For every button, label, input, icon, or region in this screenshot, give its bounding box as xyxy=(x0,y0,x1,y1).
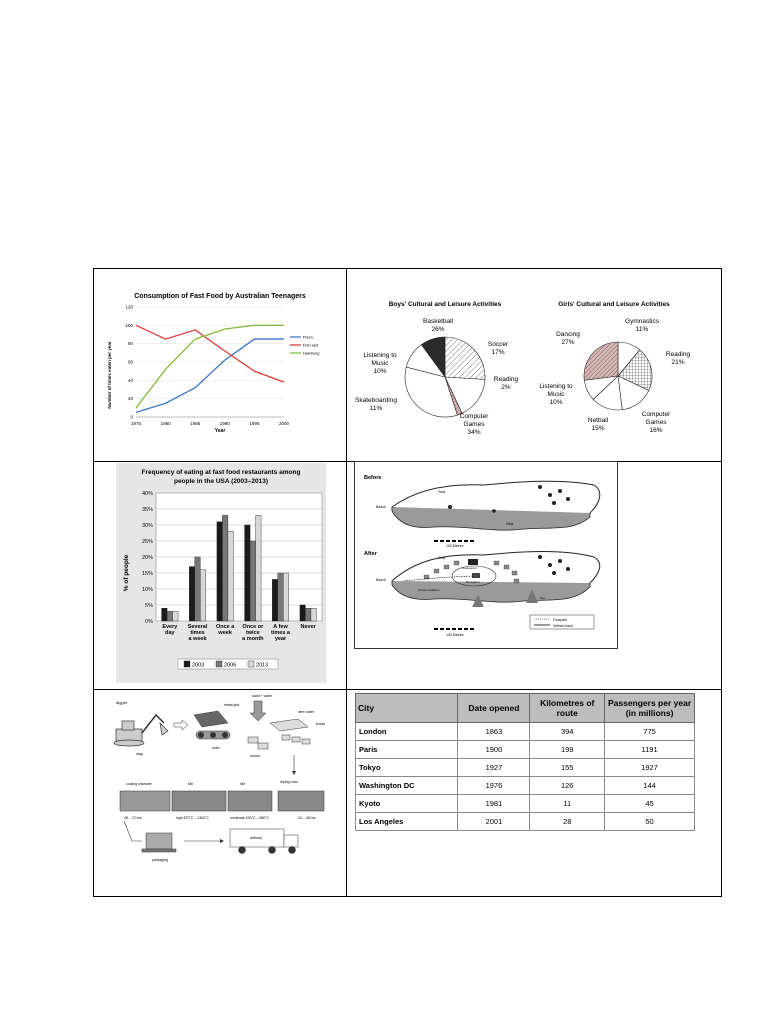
legend-swatch xyxy=(248,661,254,667)
table-cell: 394 xyxy=(530,723,605,741)
line-chart xyxy=(98,285,342,457)
process-label: metal grid xyxy=(224,703,240,707)
digger-icon xyxy=(114,715,168,746)
map-beach-label: Beach xyxy=(376,578,386,582)
table-cell: 199 xyxy=(530,741,605,759)
legend-label: Fish and xyxy=(303,342,319,348)
brick-process-panel xyxy=(102,693,342,868)
table-header-row xyxy=(356,694,695,723)
table-header: Date opened xyxy=(458,694,530,723)
pie-slice-5 xyxy=(584,342,618,380)
x-tick-label: 1995 xyxy=(249,421,260,426)
bar-2003-1 xyxy=(189,567,195,621)
pie-label: 15% xyxy=(591,425,605,432)
y-tick-label: 0% xyxy=(145,619,153,625)
y-tick-label: 20 xyxy=(127,396,133,402)
table-cell: 11 xyxy=(530,795,605,813)
x-tick-label: 1990 xyxy=(219,421,230,426)
table-cell: Washington DC xyxy=(356,777,458,795)
legend-label: 2013 xyxy=(256,662,269,669)
bar-2003-3 xyxy=(245,525,251,621)
pie-label: 11% xyxy=(635,326,649,333)
map-after-label: After xyxy=(364,551,377,557)
category-label: Several times a week xyxy=(187,624,208,642)
process-label: kiln xyxy=(188,782,194,786)
pie-label: 17% xyxy=(491,349,505,356)
map-legend-label: Vehicle track xyxy=(553,624,573,628)
pie-charts-panel xyxy=(350,294,718,456)
pie-label: 2% xyxy=(501,384,511,391)
process-label: delivery xyxy=(250,836,263,840)
pie-label: Netball xyxy=(587,417,609,424)
bar-2003-0 xyxy=(162,608,168,621)
restaurant-building xyxy=(468,559,478,565)
bar-chart xyxy=(116,463,326,683)
table-cell: 126 xyxy=(530,777,605,795)
table-header: Passengers per year (in millions) xyxy=(605,694,695,723)
girls-pie-title: Girls' Cultural and Leisure Activities xyxy=(558,301,670,308)
kiln-row xyxy=(120,791,324,811)
legend-swatch xyxy=(216,661,222,667)
grid-divider xyxy=(94,689,721,690)
table-header: Kilometres of route xyxy=(530,694,605,723)
table-cell: 2001 xyxy=(458,813,530,831)
map-before-label: Before xyxy=(364,475,382,481)
y-tick-label: 5% xyxy=(145,603,153,609)
map-beach-label: Beach xyxy=(376,505,386,509)
table-row xyxy=(356,723,695,741)
table-cell: 1863 xyxy=(458,723,530,741)
legend-label: 2003 xyxy=(192,662,205,669)
map-reception-label: Reception xyxy=(466,580,480,584)
map-legend-label: Footpath xyxy=(553,618,567,622)
table-cell: 1927 xyxy=(458,759,530,777)
map-scale-label: 100 Metres xyxy=(446,544,464,548)
map-scale-label: 100 Metres xyxy=(446,633,464,637)
x-tick-label: 1975 xyxy=(130,421,142,426)
bar-chart-title: Frequency of eating at fast food restaurants among xyxy=(141,469,301,476)
bar-2013-1 xyxy=(200,570,206,621)
table-cell: 50 xyxy=(605,813,695,831)
grid-divider xyxy=(346,269,347,896)
legend-label: Hamburg xyxy=(303,350,320,356)
table-row xyxy=(356,813,695,831)
y-tick-label: 30% xyxy=(141,523,153,529)
pie-slice-0 xyxy=(445,337,485,380)
table-cell: Los Angeles xyxy=(356,813,458,831)
figure-grid xyxy=(93,268,722,897)
pie-label: Listening to xyxy=(539,383,573,390)
bar-2006-5 xyxy=(305,608,311,621)
pie-label: Soccer xyxy=(487,341,509,348)
line-chart-xlabel: Year xyxy=(214,428,226,434)
x-tick-label: 1985 xyxy=(190,421,201,426)
pie-label: 27% xyxy=(561,339,575,346)
table-cell: 1981 xyxy=(458,795,530,813)
bar-2013-3 xyxy=(256,515,261,621)
table-cell: London xyxy=(356,723,458,741)
y-tick-label: 15% xyxy=(141,571,153,577)
category-label: Never xyxy=(300,624,316,630)
y-tick-label: 80 xyxy=(127,341,133,347)
bar-2013-2 xyxy=(228,531,234,621)
pie-label: Skateboarding xyxy=(355,397,397,404)
pie-label: Games xyxy=(463,421,485,428)
bar-2006-1 xyxy=(195,557,201,621)
map-pier-label: Pier xyxy=(540,596,546,600)
pie-label: Games xyxy=(645,419,667,426)
process-label: high 870°C – 1300°C xyxy=(176,816,209,820)
table-row xyxy=(356,741,695,759)
category-label: Once or twice a month xyxy=(242,624,264,642)
pie-label: Computer xyxy=(459,413,489,420)
bar-2013-4 xyxy=(283,573,289,621)
process-label: moderate 200°C – 980°C xyxy=(230,816,270,820)
boys-pie-title: Boys' Cultural and Leisure Activities xyxy=(388,301,502,308)
pie-label: 34% xyxy=(467,429,481,436)
map-sea-label: Sea xyxy=(506,521,514,526)
map-restaurant-label: Restaurant xyxy=(462,566,477,570)
pie-label: Listening to xyxy=(363,352,397,359)
process-label: drying oven xyxy=(280,780,299,784)
series-line-0 xyxy=(136,339,284,412)
table-cell: 155 xyxy=(530,759,605,777)
bar-2003-2 xyxy=(217,522,223,621)
y-tick-label: 10% xyxy=(141,587,153,593)
line-chart-panel xyxy=(98,285,342,457)
table-cell: 144 xyxy=(605,777,695,795)
process-label: bricks xyxy=(316,722,326,726)
bar-2003-5 xyxy=(300,605,306,621)
legend-label: Pizza xyxy=(303,334,313,340)
map-panel xyxy=(354,461,618,649)
y-tick-label: 60 xyxy=(127,359,133,365)
map-sea-label: Sea xyxy=(438,489,446,494)
table-cell: Paris xyxy=(356,741,458,759)
island-map xyxy=(354,461,618,649)
x-tick-label: 2000 xyxy=(278,421,290,426)
table-cell: 28 xyxy=(530,813,605,831)
category-label: Once a week xyxy=(215,624,235,636)
process-label: wire cutter xyxy=(298,710,315,714)
y-tick-label: 40 xyxy=(127,377,133,383)
pie-label: 21% xyxy=(671,359,685,366)
y-tick-label: 25% xyxy=(141,539,153,545)
pie-label: Computer xyxy=(641,411,671,418)
process-label: mould xyxy=(250,754,260,758)
table-header: City xyxy=(356,694,458,723)
series-line-2 xyxy=(136,325,284,408)
category-label: A few times a year xyxy=(271,624,290,642)
process-label: kiln xyxy=(240,782,246,786)
pie-charts xyxy=(350,294,718,456)
bar-chart-panel xyxy=(116,463,326,683)
pie-label: 16% xyxy=(649,427,663,434)
legend-label: 2006 xyxy=(224,662,237,669)
girls-pie xyxy=(584,342,652,410)
line-chart-legend xyxy=(290,335,319,356)
down-arrow-icon xyxy=(250,701,266,721)
line-chart-ylabel: Number of times eaten per year xyxy=(107,341,112,409)
table-cell: 1927 xyxy=(605,759,695,777)
pie-label: 26% xyxy=(431,326,445,333)
metro-table xyxy=(355,693,695,831)
bar-2006-3 xyxy=(250,541,256,621)
y-tick-label: 120 xyxy=(125,304,133,310)
pie-label: Dancing xyxy=(556,331,580,338)
bar-chart-ylabel: % of people xyxy=(123,554,130,592)
x-tick-label: 1980 xyxy=(160,421,171,426)
table-cell: 1976 xyxy=(458,777,530,795)
bar-2006-4 xyxy=(278,573,284,621)
pie-label: 10% xyxy=(373,368,387,375)
table-row xyxy=(356,777,695,795)
process-label: digger xyxy=(116,700,128,705)
y-tick-label: 100 xyxy=(125,322,133,328)
y-tick-label: 20% xyxy=(141,555,153,561)
y-tick-label: 0 xyxy=(130,414,133,420)
packaging-icon xyxy=(142,833,176,852)
bar-2013-5 xyxy=(311,608,317,621)
bar-2006-2 xyxy=(222,515,228,621)
bar-chart-legend xyxy=(178,659,278,669)
pie-label: Music xyxy=(547,391,565,398)
process-label: packaging xyxy=(152,858,168,862)
pie-label: Gymnastics xyxy=(625,318,659,325)
bar-chart-subtitle: people in the USA (2003–2013) xyxy=(173,478,269,485)
pie-label: 10% xyxy=(549,399,563,406)
map-sea-label: Sea xyxy=(438,555,446,560)
process-label: 24 – 48 hrs xyxy=(298,816,316,820)
map-accommodation-label: Accommodation xyxy=(418,588,440,592)
delivery-truck-icon xyxy=(230,829,298,854)
pie-label: Reading xyxy=(665,351,691,358)
process-label: sand + water xyxy=(252,694,273,698)
table-cell: 1191 xyxy=(605,741,695,759)
table-row xyxy=(356,795,695,813)
table-cell: Tokyo xyxy=(356,759,458,777)
metal-grid-icon xyxy=(194,711,230,739)
table-cell: 1900 xyxy=(458,741,530,759)
brick-process-diagram xyxy=(102,693,342,868)
legend-swatch xyxy=(184,661,190,667)
pie-label: Music xyxy=(371,360,389,367)
boys-pie xyxy=(405,337,485,417)
pie-label: 11% xyxy=(369,405,383,412)
pie-label: Reading xyxy=(493,376,519,383)
category-label: Every day xyxy=(162,624,178,636)
table-cell: Kyoto xyxy=(356,795,458,813)
wire-cutter-icon xyxy=(248,719,310,749)
y-tick-label: 40% xyxy=(141,491,153,497)
process-label: roller xyxy=(212,746,220,750)
reception-building xyxy=(472,573,480,578)
metro-table-panel xyxy=(355,693,695,833)
bar-2003-4 xyxy=(272,579,278,621)
table-cell: 775 xyxy=(605,723,695,741)
line-chart-title: Consumption of Fast Food by Australian Teenagers xyxy=(134,293,306,300)
pie-label: Basketball xyxy=(423,318,453,325)
process-label: cooling chamber xyxy=(126,782,152,786)
table-cell: 45 xyxy=(605,795,695,813)
process-label: 48 – 72 hrs xyxy=(124,816,142,820)
bar-2006-0 xyxy=(167,611,173,621)
table-row xyxy=(356,759,695,777)
bar-2013-0 xyxy=(173,611,179,621)
process-label: clay xyxy=(136,751,144,756)
y-tick-label: 35% xyxy=(141,507,153,513)
